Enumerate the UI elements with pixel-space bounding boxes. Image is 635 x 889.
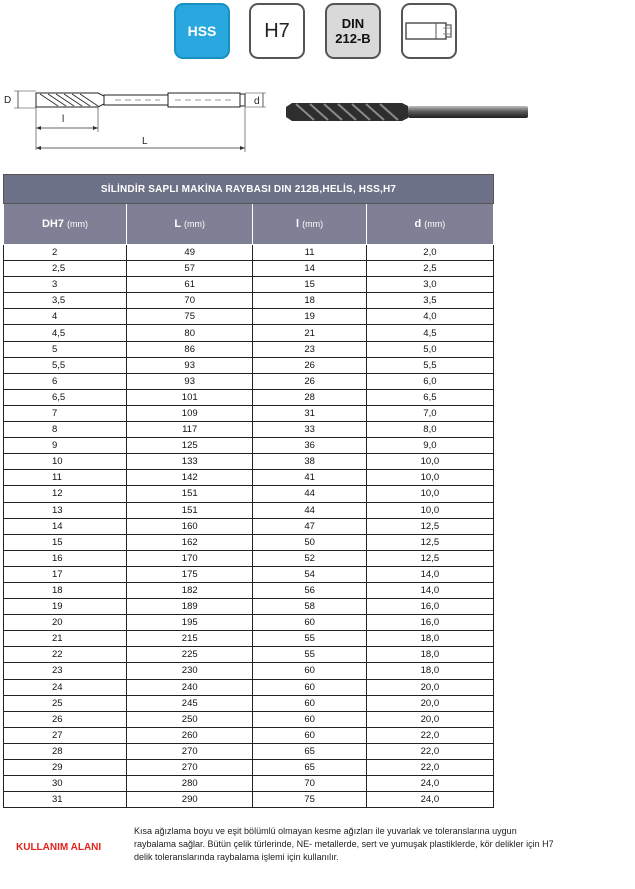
header-dh7-unit: (mm) — [67, 219, 89, 229]
cell-L: 109 — [127, 405, 253, 421]
cell-dh7: 6,5 — [4, 389, 127, 405]
din-badge-line1: DIN — [341, 16, 365, 31]
cell-dh7: 29 — [4, 760, 127, 776]
table-row — [4, 405, 494, 421]
cell-d: 6,5 — [366, 389, 493, 405]
cell-l: 33 — [253, 422, 366, 438]
table-header-row — [4, 204, 494, 245]
cell-dh7: 18 — [4, 582, 127, 598]
din-badge — [325, 3, 381, 59]
table-row — [4, 245, 494, 261]
table-body — [4, 245, 494, 808]
cell-dh7: 3 — [4, 277, 127, 293]
cell-L: 125 — [127, 438, 253, 454]
dim-D-label: D — [4, 95, 12, 106]
table-row — [4, 566, 494, 582]
cell-d: 10,0 — [366, 502, 493, 518]
cell-dh7: 19 — [4, 599, 127, 615]
cell-d: 2,5 — [366, 261, 493, 277]
cell-d: 10,0 — [366, 486, 493, 502]
cell-dh7: 26 — [4, 711, 127, 727]
cell-dh7: 22 — [4, 647, 127, 663]
cell-L: 280 — [127, 776, 253, 792]
cell-l: 41 — [253, 470, 366, 486]
cell-d: 6,0 — [366, 373, 493, 389]
cell-L: 101 — [127, 389, 253, 405]
table-row — [4, 776, 494, 792]
cell-l: 21 — [253, 325, 366, 341]
cell-L: 75 — [127, 309, 253, 325]
cell-dh7: 7 — [4, 405, 127, 421]
reamer-product-image — [284, 92, 532, 132]
cell-d: 22,0 — [366, 743, 493, 759]
cell-l: 14 — [253, 261, 366, 277]
reamer-size-table — [3, 174, 494, 808]
cell-l: 36 — [253, 438, 366, 454]
cell-l: 52 — [253, 550, 366, 566]
table-row — [4, 438, 494, 454]
cell-d: 2,0 — [366, 245, 493, 261]
cell-l: 60 — [253, 727, 366, 743]
cell-L: 230 — [127, 663, 253, 679]
cell-L: 260 — [127, 727, 253, 743]
din-badge-line2: 212-B — [335, 31, 371, 46]
cell-dh7: 8 — [4, 422, 127, 438]
cell-l: 44 — [253, 502, 366, 518]
cell-l: 55 — [253, 647, 366, 663]
header-d-unit: (mm) — [424, 219, 446, 229]
cell-dh7: 23 — [4, 663, 127, 679]
cell-d: 22,0 — [366, 760, 493, 776]
table-row — [4, 631, 494, 647]
cell-l: 44 — [253, 486, 366, 502]
table-row — [4, 309, 494, 325]
cell-d: 16,0 — [366, 615, 493, 631]
cell-l: 60 — [253, 615, 366, 631]
cell-l: 55 — [253, 631, 366, 647]
cell-L: 215 — [127, 631, 253, 647]
cell-l: 19 — [253, 309, 366, 325]
table-row — [4, 743, 494, 759]
table-row — [4, 711, 494, 727]
cell-dh7: 31 — [4, 792, 127, 808]
table-row — [4, 792, 494, 808]
cell-L: 57 — [127, 261, 253, 277]
cell-L: 189 — [127, 599, 253, 615]
table-row — [4, 389, 494, 405]
table-row — [4, 663, 494, 679]
cell-L: 86 — [127, 341, 253, 357]
cell-dh7: 16 — [4, 550, 127, 566]
cell-L: 240 — [127, 679, 253, 695]
table-row — [4, 293, 494, 309]
cell-d: 16,0 — [366, 599, 493, 615]
cell-l: 23 — [253, 341, 366, 357]
dim-L-label: L — [142, 136, 148, 147]
cell-l: 54 — [253, 566, 366, 582]
cell-d: 5,0 — [366, 341, 493, 357]
cell-d: 18,0 — [366, 663, 493, 679]
cell-L: 170 — [127, 550, 253, 566]
cell-d: 20,0 — [366, 679, 493, 695]
cell-L: 93 — [127, 357, 253, 373]
cell-L: 61 — [127, 277, 253, 293]
table-row — [4, 679, 494, 695]
reamer-technical-drawing — [0, 82, 275, 154]
cell-d: 8,0 — [366, 422, 493, 438]
cell-d: 14,0 — [366, 582, 493, 598]
cell-l: 65 — [253, 743, 366, 759]
cell-dh7: 3,5 — [4, 293, 127, 309]
cell-d: 12,5 — [366, 518, 493, 534]
header-l-unit: (mm) — [302, 219, 324, 229]
header-L-unit: (mm) — [184, 219, 205, 229]
table-row — [4, 727, 494, 743]
cell-L: 245 — [127, 695, 253, 711]
cell-l: 60 — [253, 663, 366, 679]
table-row — [4, 760, 494, 776]
cell-d: 22,0 — [366, 727, 493, 743]
table-row — [4, 582, 494, 598]
cell-L: 133 — [127, 454, 253, 470]
cell-dh7: 13 — [4, 502, 127, 518]
cell-L: 80 — [127, 325, 253, 341]
hss-badge — [174, 3, 230, 59]
cell-l: 15 — [253, 277, 366, 293]
h7-badge — [249, 3, 305, 59]
cell-dh7: 28 — [4, 743, 127, 759]
table-row — [4, 518, 494, 534]
cell-d: 9,0 — [366, 438, 493, 454]
cell-l: 50 — [253, 534, 366, 550]
header-l-label: l — [296, 218, 300, 230]
cell-dh7: 25 — [4, 695, 127, 711]
header-l — [253, 204, 366, 245]
cell-d: 10,0 — [366, 470, 493, 486]
cell-dh7: 21 — [4, 631, 127, 647]
cell-dh7: 6 — [4, 373, 127, 389]
usage-text: Kısa ağızlama boyu ve eşit bölümlü olmayan kesme ağızları ile yuvarlak ve toleranslarına uygun raybalama sağlar. Bütün çelik türlerinde, NE- metallerde, sert ve yumuşak plastiklerde, kör delikler için H7 delik toleranslarında raybalama işlemi için kullanılır. — [134, 826, 554, 862]
cell-L: 70 — [127, 293, 253, 309]
cell-l: 60 — [253, 679, 366, 695]
header-L — [127, 204, 253, 245]
cell-dh7: 5 — [4, 341, 127, 357]
cell-l: 11 — [253, 245, 366, 261]
header-dh7 — [4, 204, 127, 245]
table-row — [4, 470, 494, 486]
cell-dh7: 5,5 — [4, 357, 127, 373]
cell-L: 225 — [127, 647, 253, 663]
cell-L: 175 — [127, 566, 253, 582]
table-row — [4, 422, 494, 438]
cell-d: 7,0 — [366, 405, 493, 421]
cell-d: 3,5 — [366, 293, 493, 309]
dim-d-label: d — [254, 96, 260, 107]
cell-dh7: 9 — [4, 438, 127, 454]
header-dh7-label: DH7 — [41, 218, 64, 230]
cell-d: 24,0 — [366, 776, 493, 792]
cell-dh7: 2,5 — [4, 261, 127, 277]
cell-d: 12,5 — [366, 550, 493, 566]
cell-dh7: 12 — [4, 486, 127, 502]
cell-l: 28 — [253, 389, 366, 405]
dim-l-label: l — [62, 114, 65, 125]
cell-L: 162 — [127, 534, 253, 550]
cell-l: 56 — [253, 582, 366, 598]
cell-d: 5,5 — [366, 357, 493, 373]
cell-dh7: 15 — [4, 534, 127, 550]
cell-d: 10,0 — [366, 454, 493, 470]
table-row — [4, 486, 494, 502]
cell-l: 47 — [253, 518, 366, 534]
usage-label: KULLANIM ALANI — [16, 842, 102, 853]
cell-l: 26 — [253, 373, 366, 389]
cell-l: 65 — [253, 760, 366, 776]
table-row — [4, 277, 494, 293]
cell-d: 20,0 — [366, 695, 493, 711]
cell-d: 24,0 — [366, 792, 493, 808]
cell-l: 70 — [253, 776, 366, 792]
cell-L: 117 — [127, 422, 253, 438]
table-row — [4, 534, 494, 550]
cell-l: 60 — [253, 695, 366, 711]
table-row — [4, 550, 494, 566]
table-row — [4, 502, 494, 518]
header-d-label: d — [414, 218, 422, 230]
cell-dh7: 14 — [4, 518, 127, 534]
cell-L: 151 — [127, 486, 253, 502]
cell-l: 26 — [253, 357, 366, 373]
cell-l: 75 — [253, 792, 366, 808]
cell-L: 49 — [127, 245, 253, 261]
header-L-label: L — [174, 218, 181, 230]
cell-l: 31 — [253, 405, 366, 421]
cell-d: 18,0 — [366, 631, 493, 647]
cell-dh7: 11 — [4, 470, 127, 486]
cell-d: 3,0 — [366, 277, 493, 293]
table-row — [4, 357, 494, 373]
cell-L: 160 — [127, 518, 253, 534]
cell-L: 270 — [127, 760, 253, 776]
table-row — [4, 615, 494, 631]
cell-dh7: 20 — [4, 615, 127, 631]
cell-l: 18 — [253, 293, 366, 309]
table-row — [4, 373, 494, 389]
cell-d: 12,5 — [366, 534, 493, 550]
cell-L: 290 — [127, 792, 253, 808]
cell-dh7: 17 — [4, 566, 127, 582]
table-row — [4, 261, 494, 277]
cell-dh7: 10 — [4, 454, 127, 470]
cell-dh7: 24 — [4, 679, 127, 695]
cell-L: 195 — [127, 615, 253, 631]
cell-L: 182 — [127, 582, 253, 598]
hss-badge-label: HSS — [187, 23, 217, 39]
cell-l: 38 — [253, 454, 366, 470]
cell-L: 151 — [127, 502, 253, 518]
cell-d: 14,0 — [366, 566, 493, 582]
cylindrical-shank-icon — [403, 5, 455, 57]
cell-dh7: 4,5 — [4, 325, 127, 341]
cell-d: 4,0 — [366, 309, 493, 325]
cell-dh7: 2 — [4, 245, 127, 261]
table-row — [4, 695, 494, 711]
cell-l: 60 — [253, 711, 366, 727]
table-row — [4, 325, 494, 341]
table-row — [4, 599, 494, 615]
cell-d: 20,0 — [366, 711, 493, 727]
cell-L: 142 — [127, 470, 253, 486]
table-title: SİLİNDİR SAPLI MAKİNA RAYBASI DIN 212B,HELİS, HSS,H7 — [4, 175, 494, 204]
cell-L: 270 — [127, 743, 253, 759]
table-row — [4, 454, 494, 470]
cell-d: 18,0 — [366, 647, 493, 663]
table-row — [4, 341, 494, 357]
cell-L: 93 — [127, 373, 253, 389]
cell-dh7: 30 — [4, 776, 127, 792]
cylindrical-shank-badge — [401, 3, 457, 59]
header-d — [366, 204, 493, 245]
cell-l: 58 — [253, 599, 366, 615]
cell-dh7: 4 — [4, 309, 127, 325]
cell-d: 4,5 — [366, 325, 493, 341]
cell-dh7: 27 — [4, 727, 127, 743]
h7-badge-label: H7 — [264, 19, 290, 42]
cell-L: 250 — [127, 711, 253, 727]
table-row — [4, 647, 494, 663]
